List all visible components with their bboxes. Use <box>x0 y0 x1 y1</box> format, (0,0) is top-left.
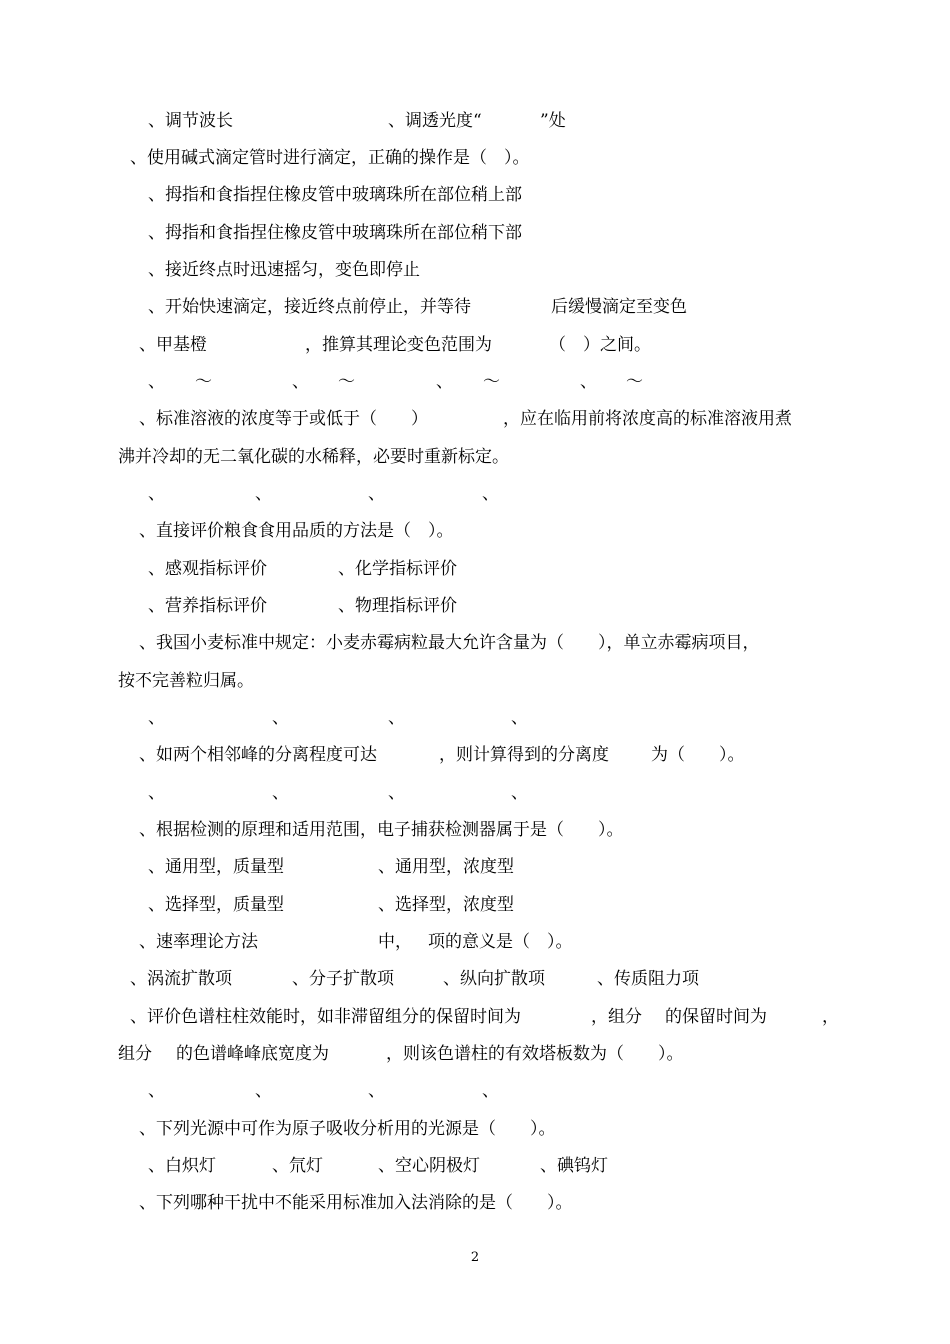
text-segment: ～ <box>626 372 643 392</box>
text-segment: 、 <box>580 372 597 392</box>
text-segment: 、纵向扩散项 <box>443 969 545 989</box>
text-segment: 、 <box>511 708 528 728</box>
text-segment: 、 <box>388 708 405 728</box>
text-segment: 、 <box>255 1081 272 1101</box>
text-segment: 、 <box>148 372 165 392</box>
text-segment: 、选择型，浓度型 <box>378 895 514 915</box>
text-segment: ～ <box>483 372 500 392</box>
text-segment: （ ）之间。 <box>549 335 651 355</box>
text-segment: 、下列光源中可作为原子吸收分析用的光源是（ ）。 <box>139 1119 556 1139</box>
text-segment: 、涡流扩散项 <box>130 969 232 989</box>
text-segment: 项的意义是（ ）。 <box>428 932 573 952</box>
text-segment: 、 <box>511 783 528 803</box>
text-segment: 、 <box>368 484 385 504</box>
text-segment: 、空心阴极灯 <box>378 1156 480 1176</box>
text-segment: 、拇指和食指捏住橡皮管中玻璃珠所在部位稍下部 <box>148 223 522 243</box>
text-segment: 中， <box>378 932 412 952</box>
text-segment: 、 <box>272 708 289 728</box>
text-segment: 、直接评价粮食食用品质的方法是（ ）。 <box>139 521 454 541</box>
text-segment: 、 <box>148 1081 165 1101</box>
text-segment: 、接近终点时迅速摇匀，变色即停止 <box>148 260 420 280</box>
text-segment: 为（ ）。 <box>651 745 745 765</box>
text-segment: 、标准溶液的浓度等于或低于（ ） <box>139 409 428 429</box>
text-segment: 的保留时间为 <box>665 1007 767 1027</box>
text-segment: 、速率理论方法 <box>139 932 258 952</box>
text-segment: 、 <box>368 1081 385 1101</box>
text-segment: 、 <box>148 708 165 728</box>
text-segment: ，则计算得到的分离度 <box>439 745 609 765</box>
text-segment: 、营养指标评价 <box>148 596 267 616</box>
text-segment: 、拇指和食指捏住橡皮管中玻璃珠所在部位稍上部 <box>148 185 522 205</box>
text-segment: 、 <box>148 484 165 504</box>
text-segment: 、传质阻力项 <box>597 969 699 989</box>
text-segment: ，应在临用前将浓度高的标准溶液用煮 <box>503 409 792 429</box>
text-segment: 、白炽灯 <box>148 1156 216 1176</box>
text-segment: 、我国小麦标准中规定：小麦赤霉病粒最大允许含量为（ ），单立赤霉病项目， <box>139 633 760 653</box>
text-segment: 、 <box>148 783 165 803</box>
text-segment: 按不完善粒归属。 <box>118 671 254 691</box>
text-segment: 、 <box>436 372 453 392</box>
text-segment: ，组分 <box>591 1007 642 1027</box>
text-segment: 、调透光度“ <box>388 111 482 131</box>
text-segment: 、 <box>388 783 405 803</box>
text-segment: 、下列哪种干扰中不能采用标准加入法消除的是（ ）。 <box>139 1193 573 1213</box>
text-segment: 、如两个相邻峰的分离程度可达 <box>139 745 377 765</box>
text-segment: 、物理指标评价 <box>338 596 457 616</box>
text-segment: ～ <box>195 372 212 392</box>
text-segment: 、感观指标评价 <box>148 559 267 579</box>
text-segment: 、通用型，质量型 <box>148 857 284 877</box>
text-segment: ”处 <box>540 111 566 131</box>
text-segment: 、根据检测的原理和适用范围，电子捕获检测器属于是（ ）。 <box>139 820 624 840</box>
text-segment: 沸并冷却的无二氧化碳的水稀释，必要时重新标定。 <box>118 447 509 467</box>
text-segment: 、分子扩散项 <box>292 969 394 989</box>
text-segment: 、甲基橙 <box>139 335 207 355</box>
text-segment: 、 <box>482 484 499 504</box>
text-segment: 、选择型，质量型 <box>148 895 284 915</box>
text-segment: 、调节波长 <box>148 111 233 131</box>
text-segment: 、 <box>255 484 272 504</box>
text-segment: 、通用型，浓度型 <box>378 857 514 877</box>
text-segment: 、开始快速滴定，接近终点前停止，并等待 <box>148 297 471 317</box>
text-segment: 后缓慢滴定至变色 <box>551 297 687 317</box>
text-segment: 的色谱峰峰底宽度为 <box>176 1044 329 1064</box>
text-segment: 、评价色谱柱柱效能时，如非滞留组分的保留时间为 <box>130 1007 521 1027</box>
text-segment: ～ <box>338 372 355 392</box>
text-segment: ， <box>822 1007 839 1027</box>
text-segment: 、碘钨灯 <box>540 1156 608 1176</box>
text-segment: ，则该色谱柱的有效塔板数为（ ）。 <box>386 1044 684 1064</box>
text-segment: ，推算其理论变色范围为 <box>305 335 492 355</box>
text-segment: 、使用碱式滴定管时进行滴定，正确的操作是（ ）。 <box>130 148 530 168</box>
text-segment: 、 <box>482 1081 499 1101</box>
page-number: 2 <box>470 1250 480 1265</box>
text-segment: 、 <box>292 372 309 392</box>
text-segment: 、 <box>272 783 289 803</box>
text-segment: 组分 <box>118 1044 152 1064</box>
text-segment: 、氘灯 <box>272 1156 323 1176</box>
text-segment: 、化学指标评价 <box>338 559 457 579</box>
